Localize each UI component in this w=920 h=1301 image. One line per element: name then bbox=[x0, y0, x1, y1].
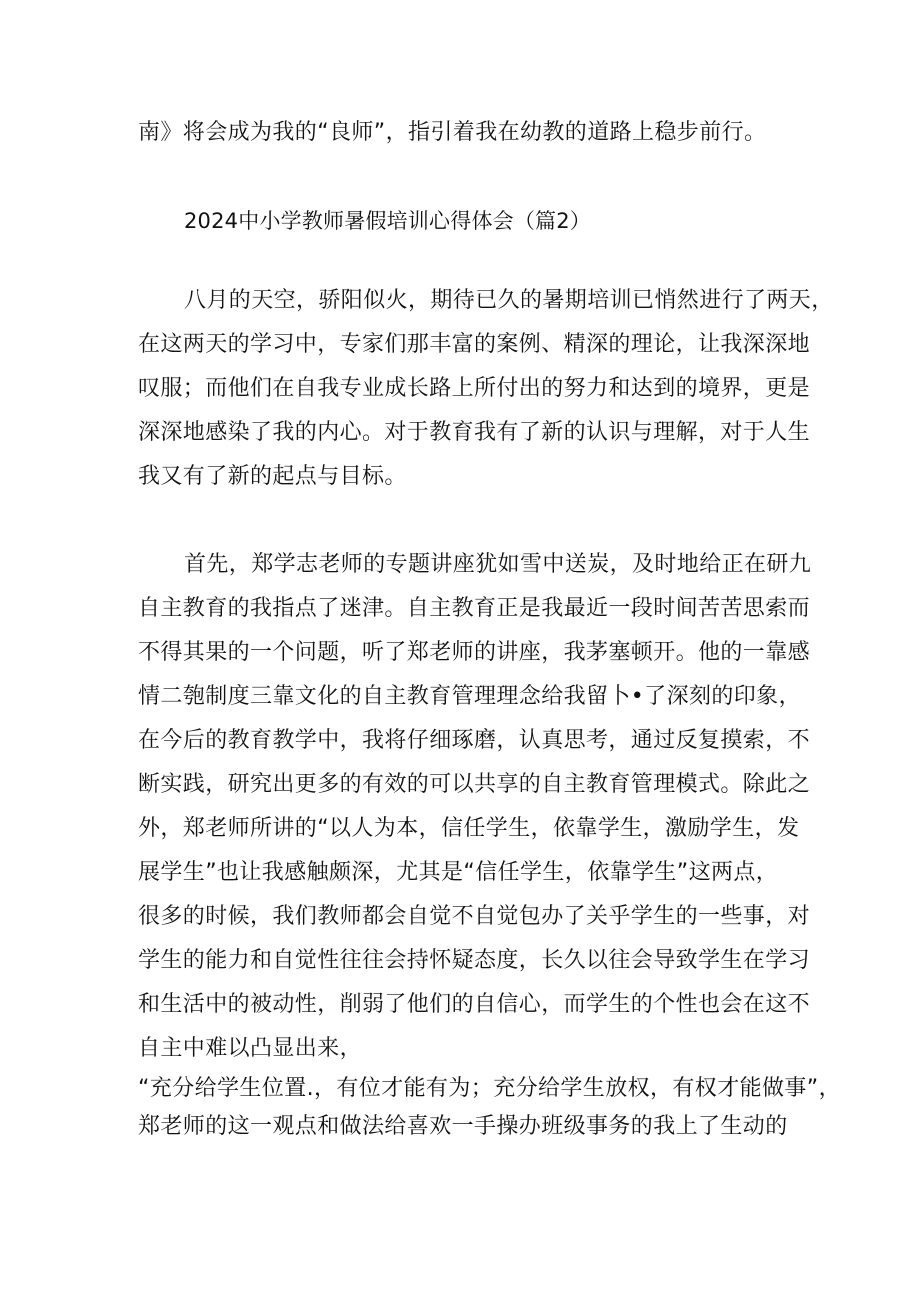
paragraph-line: 情二匏制度三靠文化的自主教育管理理念给我留卜•了深刻的印象， bbox=[138, 684, 801, 709]
paragraph-line: 学生的能力和自觉性往往会持怀疑态度，长久以往会导致学生在学习 bbox=[138, 948, 811, 973]
paragraph-line: 和生活中的被动性，削弱了他们的自信心，而学生的个性也会在这不 bbox=[138, 992, 811, 1017]
paragraph-line: 八月的天空，骄阳似火，期待已久的暑期培训已悄然进行了两天， bbox=[184, 288, 834, 313]
paragraph-line: 自主中难以凸显出来， bbox=[138, 1036, 363, 1061]
paragraph-line: 在这两天的学习中，专家们那丰富的案例、精深的理论，让我深深地 bbox=[138, 332, 811, 357]
paragraph-line: 深深地感染了我的内心。对于教育我有了新的认识与理解，对于人生 bbox=[138, 420, 811, 445]
intro-tail-line: 南》将会成为我的“良师”，指引着我在幼教的道路上稳步前行。 bbox=[138, 120, 767, 145]
paragraph-line: 我又有了新的起点与目标。 bbox=[138, 464, 407, 489]
paragraph-line: 很多的时候，我们教师都会自觉不自觉包办了关乎学生的一些事，对 bbox=[138, 904, 811, 929]
paragraph-line: 首先，郑学志老师的专题讲座犹如雪中送炭，及时地给正在研九 bbox=[184, 552, 812, 577]
paragraph-line: 不得其果的一个问题，听了郑老师的讲座，我茅塞顿开。他的一靠感 bbox=[138, 640, 811, 665]
paragraph-line: 郑老师的这一观点和做法给喜欢一手操办班级事务的我上了生动的 bbox=[138, 1114, 788, 1139]
paragraph-line: 外，郑老师所讲的“以人为本，信任学生，依靠学生，激励学生，发 bbox=[138, 816, 800, 841]
paragraph-line: 自主教育的我指点了迷津。自主教育正是我最近一段时间苦苦思索而 bbox=[138, 596, 811, 621]
section-title: 2024中小学教师暑假培训心得体会（篇2） bbox=[184, 209, 592, 233]
paragraph-line: 在今后的教育教学中，我将仔细琢磨，认真思考，通过反复摸索，不 bbox=[138, 728, 811, 753]
paragraph-line: 展学生”也让我感触颇深，尤其是“信任学生，依靠学生”这两点， bbox=[138, 860, 779, 885]
paragraph-line: 断实践，研究出更多的有效的可以共享的自主教育管理模式。除此之 bbox=[138, 772, 811, 797]
paragraph-line: “充分给学生位置.，有位才能有为；充分给学生放权，有权才能做事”， bbox=[138, 1076, 841, 1101]
paragraph-line: 叹服；而他们在自我专业成长路上所付出的努力和达到的境界，更是 bbox=[138, 376, 811, 401]
